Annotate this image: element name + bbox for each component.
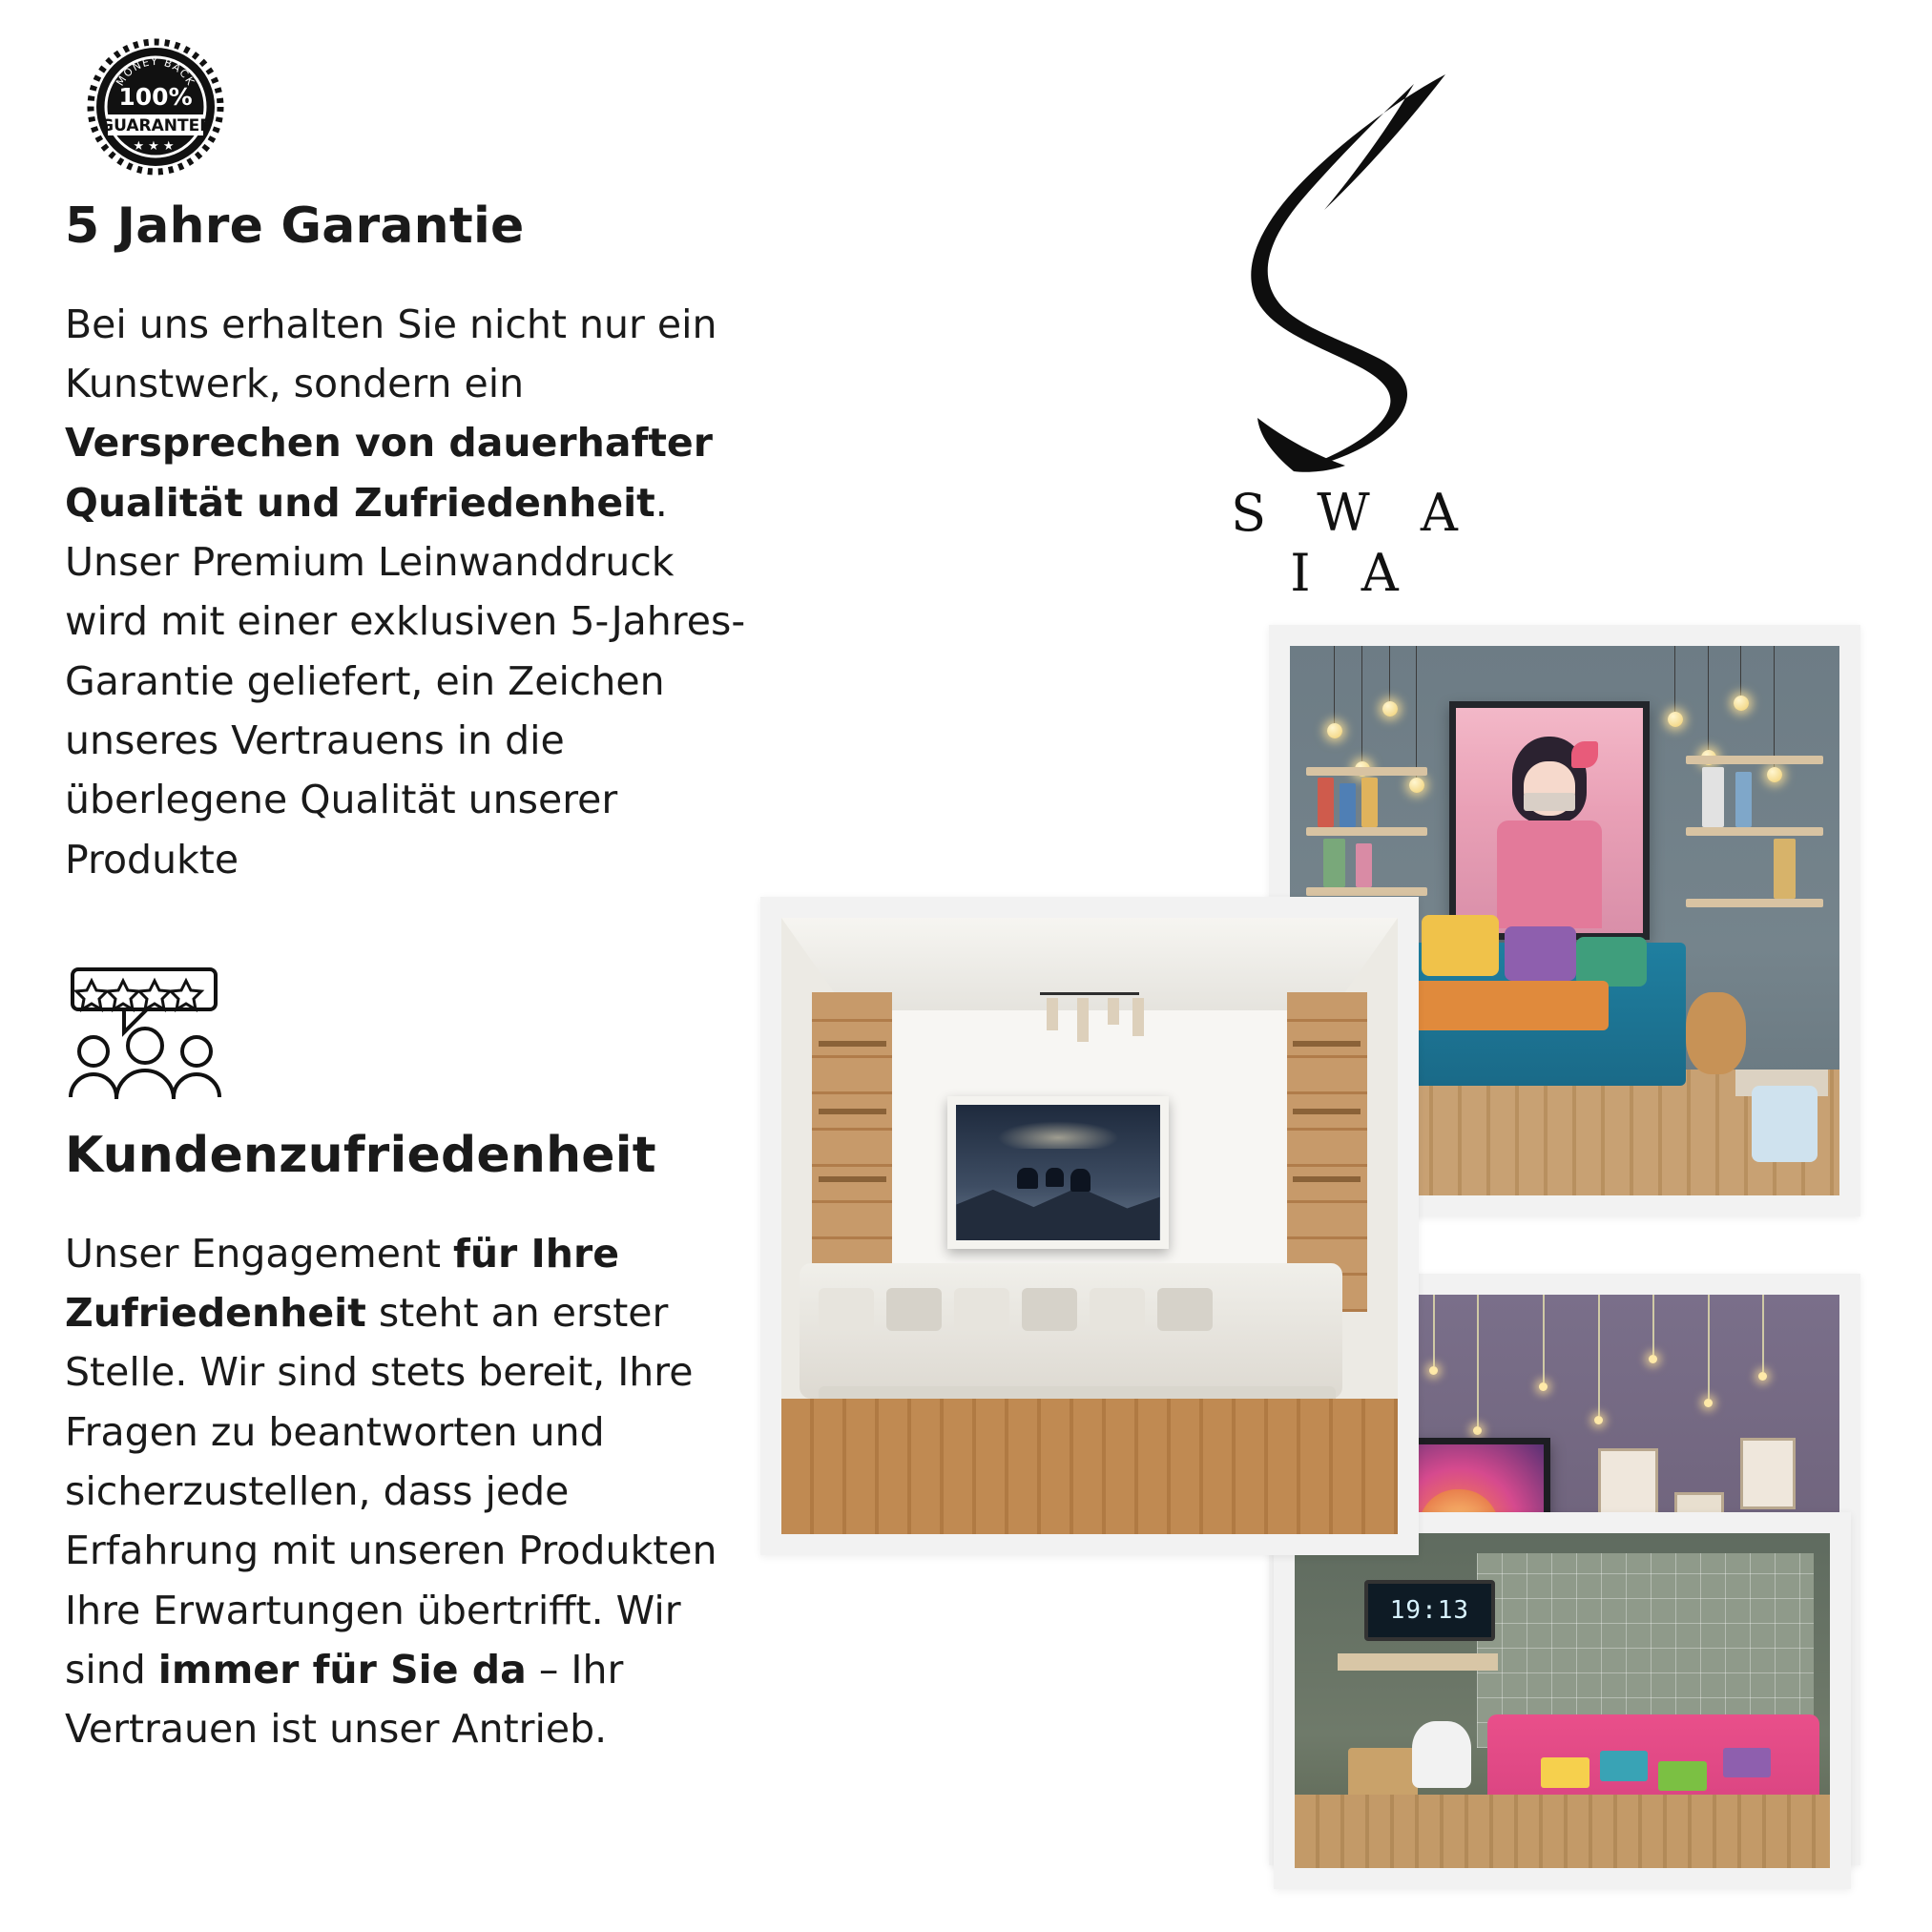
section-paragraph-guarantee bbox=[65, 295, 761, 889]
section-title-satisfaction: Kundenzufriedenheit bbox=[65, 1126, 656, 1184]
content-column bbox=[65, 38, 790, 1798]
paragraph-part-bold: immer für Sie da bbox=[157, 1646, 527, 1693]
paragraph-part-bold: Versprechen von dauerhafter Qualität und Zufriedenheit bbox=[65, 420, 713, 526]
brand-logo bbox=[1188, 67, 1503, 603]
living-room-photo bbox=[760, 897, 1419, 1555]
paragraph-part: – Ihr Vertrauen ist unser Antrieb. bbox=[65, 1646, 624, 1753]
paragraph-part: Bei uns erhalten Sie nicht nur ein Kunstwerk, sondern ein bbox=[65, 301, 717, 407]
paragraph-part: Unser Engagement bbox=[65, 1230, 454, 1277]
svg-text:GUARANTEE: GUARANTEE bbox=[100, 116, 211, 135]
swaia-s-monogram-icon bbox=[1202, 67, 1488, 477]
paragraph-part-bold: für Ihre Zufriedenheit bbox=[65, 1230, 620, 1337]
section-paragraph-satisfaction bbox=[65, 1224, 761, 1759]
paragraph-part: steht an erster Stelle. Wir sind stets bereit, Ihre Fragen zu beantworten und sicherzustellen, dass jede Erfahrung mit unseren Produkten Ihre Erwartungen übertrifft. Wir sind bbox=[65, 1290, 717, 1693]
money-back-guarantee-icon bbox=[65, 38, 246, 181]
wall-clock-display: 19:13 bbox=[1364, 1580, 1495, 1641]
section-title-guarantee: 5 Jahre Garantie bbox=[65, 197, 525, 255]
wolf-canvas-art bbox=[947, 1096, 1168, 1249]
paragraph-part: . Unser Premium Leinwanddruck wird mit einer exklusiven 5-Jahres-Garantie geliefert, ein Zeichen unseres Vertrauens in die überlegene Qualität unserer Produkte bbox=[65, 479, 746, 883]
anime-canvas-art bbox=[1449, 701, 1650, 940]
brand-wordmark: S W A I A bbox=[1231, 483, 1475, 603]
svg-text:100%: 100% bbox=[118, 83, 193, 111]
svg-text:★★★: ★★★ bbox=[133, 139, 178, 154]
customer-review-people-icon bbox=[65, 964, 246, 1107]
kids-desk-room-photo bbox=[1274, 1512, 1851, 1889]
svg-text:MONEY BACK: MONEY BACK bbox=[114, 54, 197, 89]
